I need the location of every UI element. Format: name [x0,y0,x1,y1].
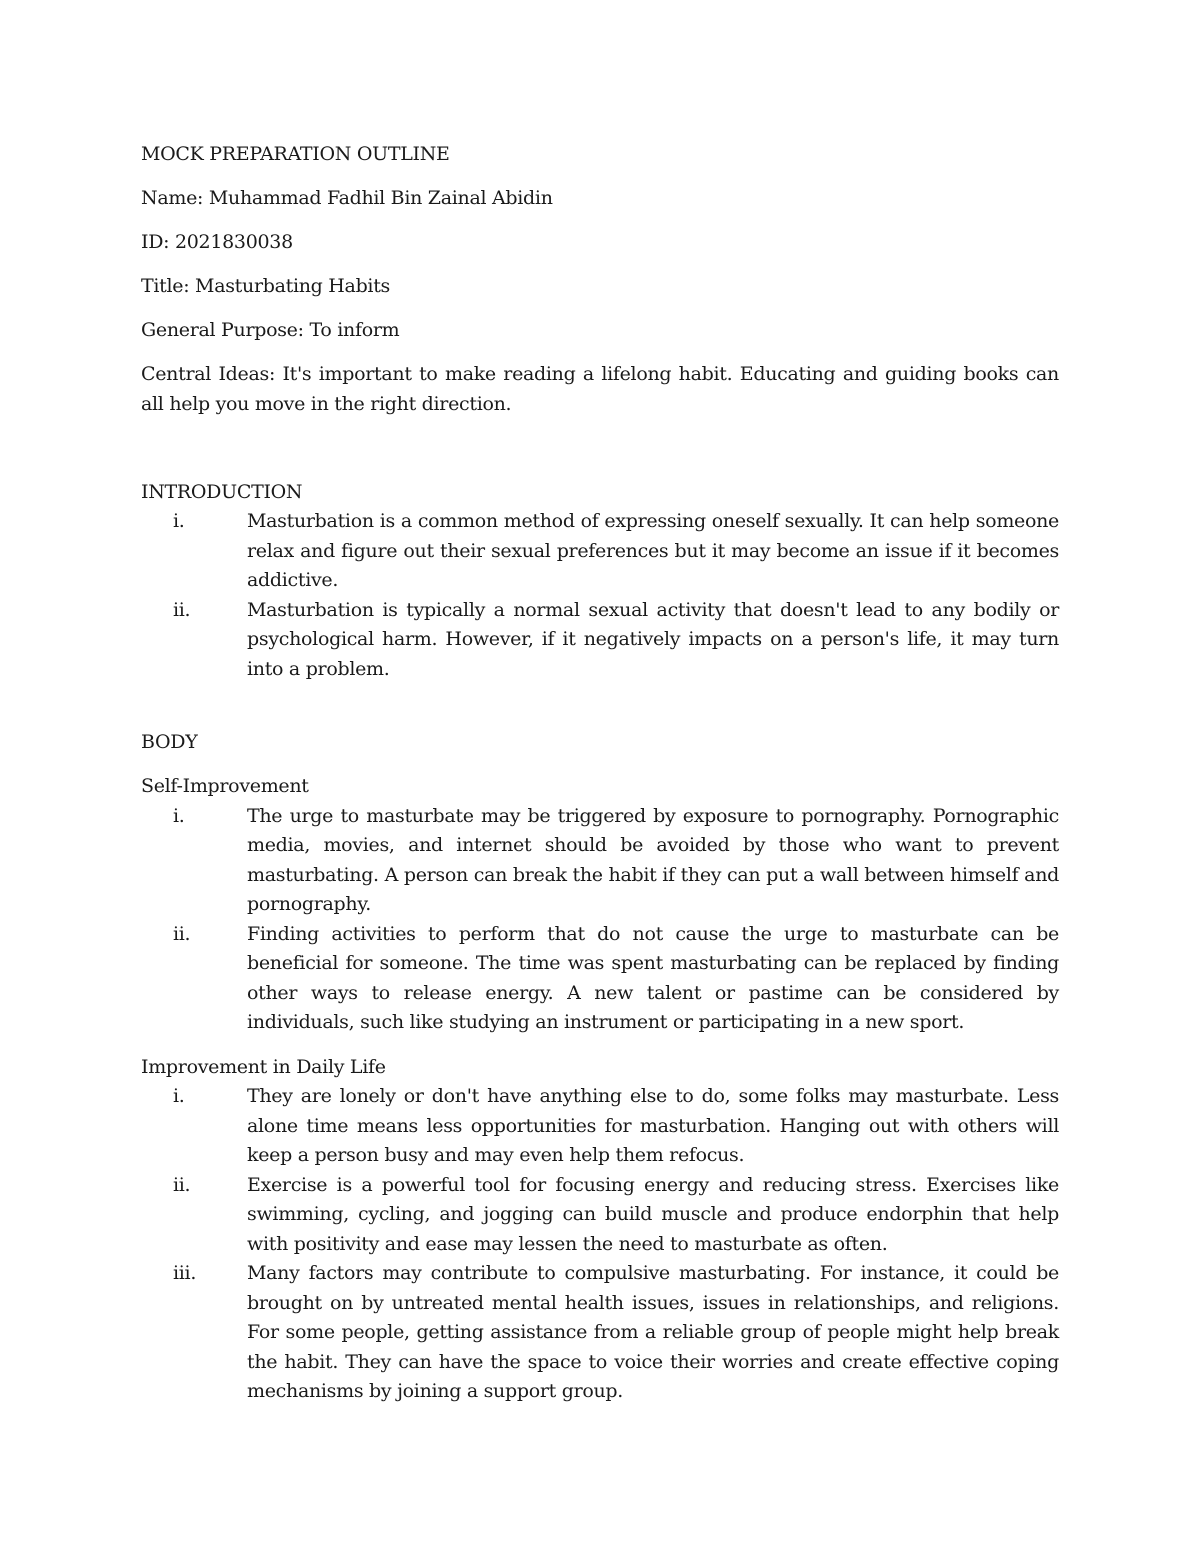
introduction-heading: INTRODUCTION [141,480,303,503]
subsection-title: Improvement in Daily Life [141,1055,386,1078]
list-text: Masturbation is a common method of expressing oneself sexually. It can help someone relax and figure out their sexual preferences but it may become an issue if it becomes addictive. [247,510,1059,591]
list-number: i. [173,1085,185,1107]
introduction-section [141,478,1059,685]
list-text: The urge to masturbate may be triggered by exposure to pornography. Pornographic media, movies, and internet should be avoided by those who want to prevent masturbating. A person can break the habit if they can put a wall between himself and pornography. [247,804,1059,915]
spacer [141,1038,1059,1053]
author-name: Name: Muhammad Fadhil Bin Zainal Abidin [141,187,553,209]
list-text: Exercise is a powerful tool for focusing energy and reducing stress. Exercises like swimming, cycling, and jogging can build muscle and produce endorphin that help with positivity and ease may lessen the need to masturbate as often. [247,1173,1059,1255]
list-item [141,507,1059,596]
list-number: ii. [173,598,191,621]
document-page [141,140,1059,1407]
daily-life-list [141,1082,1059,1407]
list-text: They are lonely or don't have anything else to do, some folks may masturbate. Less alone time means less opportunities for masturbation. Hanging out with others will keep a person busy and may even help them refocus. [247,1085,1059,1166]
list-item [141,596,1059,685]
subsection-title: Self-Improvement [141,775,309,797]
general-purpose: General Purpose: To inform [141,319,400,341]
self-improvement-list [141,802,1059,1038]
outline-title: MOCK PREPARATION OUTLINE [141,143,450,165]
list-item [141,920,1059,1038]
list-text: Finding activities to perform that do not cause the urge to masturbate can be beneficial for someone. The time was spent masturbating can be replaced by finding other ways to release energy. A new talent or pastime can be considered by individuals, such like studying an instrument or participating in a new sport. [247,922,1059,1033]
body-section [141,728,1059,1407]
list-number: ii. [173,1173,191,1196]
list-item [141,1171,1059,1260]
body-heading: BODY [141,731,198,753]
list-text: Masturbation is typically a normal sexual activity that doesn't lead to any bodily or psychological harm. However, if it negatively impacts on a person's life, it may turn into a problem. [247,598,1059,680]
introduction-list [141,507,1059,684]
list-item [141,1082,1059,1171]
list-number: i. [173,804,185,827]
subsection-daily-life [141,1053,1059,1407]
speech-title: Title: Masturbating Habits [141,275,390,297]
list-item [141,1259,1059,1407]
spacer [141,434,1059,478]
subsection-self-improvement [141,772,1059,1038]
central-ideas: Central Ideas: It's important to make reading a lifelong habit. Educating and guiding books can all help you move in the right direction. [141,363,1059,415]
list-number: iii. [173,1262,197,1284]
list-number: ii. [173,922,191,945]
list-item [141,802,1059,920]
student-id: ID: 2021830038 [141,231,293,253]
list-number: i. [173,510,185,532]
list-text: Many factors may contribute to compulsive masturbating. For instance, it could be brought on by untreated mental health issues, issues in relationships, and religions. For some people, getting assistance from a reliable group of people might help break the habit. They can have the space to voice their worries and create effective coping mechanisms by joining a support group. [247,1262,1059,1402]
spacer [141,684,1059,728]
